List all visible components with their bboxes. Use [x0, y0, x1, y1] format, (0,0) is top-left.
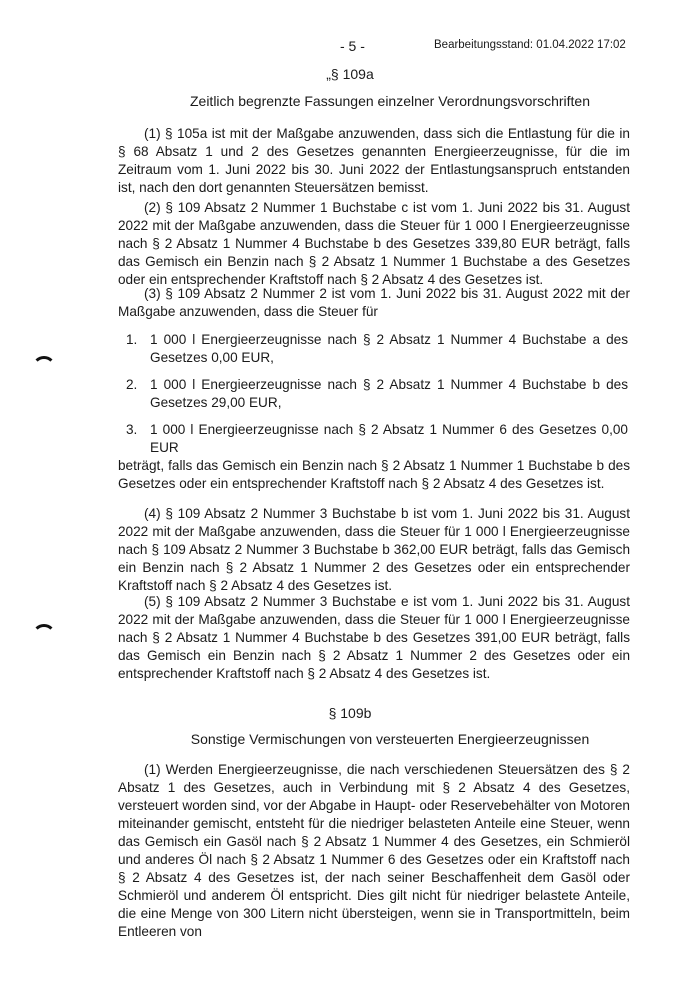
section-109b-title: § 109b — [328, 705, 372, 721]
paragraph-109a-1: (1) § 105a ist mit der Maßgabe anzuwenden, dass sich die Entlastung für die in § 68 Absatz 1 und 2 des Gesetzes genannten Energieerzeugnisse, für die im Zeitraum vom 1. Juni 2022 bis 30. Juni 2022 der Entlastungsanspruch entstanden ist, nach den dort genannten Steuersätzen bemisst. — [118, 126, 630, 195]
list-item-text: 1 000 l Energieerzeugnisse nach § 2 Absatz 1 Nummer 4 Buchstabe a des Gesetzes 0,00 EUR, — [150, 332, 628, 365]
list-item-text: 1 000 l Energieerzeugnisse nach § 2 Absatz 1 Nummer 6 des Gesetzes 0,00 EUR — [150, 422, 628, 455]
binder-hole-mark-icon — [32, 624, 56, 648]
revision-status: Bearbeitungsstand: 01.04.2022 17:02 — [434, 39, 626, 51]
paragraph-109a-4: (4) § 109 Absatz 2 Nummer 3 Buchstabe b ist vom 1. Juni 2022 bis 31. August 2022 mit der Maßgabe anzuwenden, dass die Steuer für 1 000 l Energieerzeugnisse nach § 109 Absatz 2 Nummer 3 Buchstabe b 362,00 EUR beträgt, falls das Gemisch ein Benzin nach § 2 Absatz 1 Nummer 2 des Gesetzes oder ein entsprechender Kraftstoff nach § 2 Absatz 4 des Gesetzes ist. — [118, 506, 630, 593]
section-109b-heading: Sonstige Vermischungen von versteuerten Energieerzeugnissen — [190, 731, 590, 747]
section-109a-heading: Zeitlich begrenzte Fassungen einzelner Verordnungsvorschriften — [189, 93, 590, 109]
paragraph-109a-3-intro: (3) § 109 Absatz 2 Nummer 2 ist vom 1. Juni 2022 bis 31. August 2022 mit der Maßgabe anzuwenden, dass die Steuer für — [118, 286, 630, 319]
page-number: - 5 - — [340, 38, 365, 54]
list-item-number: 2. — [126, 377, 138, 392]
list-item-text: 1 000 l Energieerzeugnisse nach § 2 Absatz 1 Nummer 4 Buchstabe b des Gesetzes 29,00 EUR, — [150, 377, 628, 410]
section-109a-title: „§ 109a — [326, 66, 374, 82]
list-item-number: 1. — [126, 332, 138, 347]
paragraph-109a-3-outro: beträgt, falls das Gemisch ein Benzin nach § 2 Absatz 1 Nummer 1 Buchstabe b des Gesetzes oder ein entsprechender Kraftstoff nach § 2 Absatz 4 des Gesetzes ist. — [118, 458, 630, 491]
binder-hole-mark-icon — [32, 356, 56, 380]
list-item-number: 3. — [126, 422, 138, 437]
paragraph-109b-1: (1) Werden Energieerzeugnisse, die nach verschiedenen Steuersätzen des § 2 Absatz 1 des Gesetzes, auch in Verbindung mit § 2 Absatz 4 des Gesetzes, versteuert worden sind, vor der Abgabe in Haupt- oder Reservebehälter von Motoren miteinander gemischt, entsteht für die niedriger belasteten Anteile eine Steuer, wenn das Gemisch ein Gasöl nach § 2 Absatz 1 Nummer 4 des Gesetzes, ein Schmieröl und anderes Öl nach § 2 Absatz 1 Nummer 6 des Gesetzes oder ein Kraftstoff nach § 2 Absatz 4 des Gesetzes ist, der nach seiner Beschaffenheit dem Gasöl oder Schmieröl und anderem Öl entspricht. Dies gilt nicht für niedriger belastete Anteile, die eine Menge von 300 Litern nicht übersteigen, wenn sie in Transportmitteln, beim Entleeren von — [118, 762, 630, 939]
paragraph-109a-5: (5) § 109 Absatz 2 Nummer 3 Buchstabe e ist vom 1. Juni 2022 bis 31. August 2022 mit der Maßgabe anzuwenden, dass die Steuer für 1 000 l Energieerzeugnisse nach § 2 Absatz 1 Nummer 4 Buchstabe b des Gesetzes 391,00 EUR beträgt, falls das Gemisch ein Benzin nach § 2 Absatz 1 Nummer 2 des Gesetzes oder ein entsprechender Kraftstoff nach § 2 Absatz 4 des Gesetzes ist. — [118, 594, 630, 681]
paragraph-109a-2: (2) § 109 Absatz 2 Nummer 1 Buchstabe c ist vom 1. Juni 2022 bis 31. August 2022 mit der Maßgabe anzuwenden, dass die Steuer für 1 000 l Energieerzeugnisse nach § 2 Absatz 1 Nummer 4 Buchstabe b des Gesetzes 339,80 EUR beträgt, falls das Gemisch ein Benzin nach § 2 Absatz 1 Nummer 1 Buchstabe a des Gesetzes oder ein entsprechender Kraftstoff nach § 2 Absatz 4 des Gesetzes ist. — [118, 200, 630, 287]
